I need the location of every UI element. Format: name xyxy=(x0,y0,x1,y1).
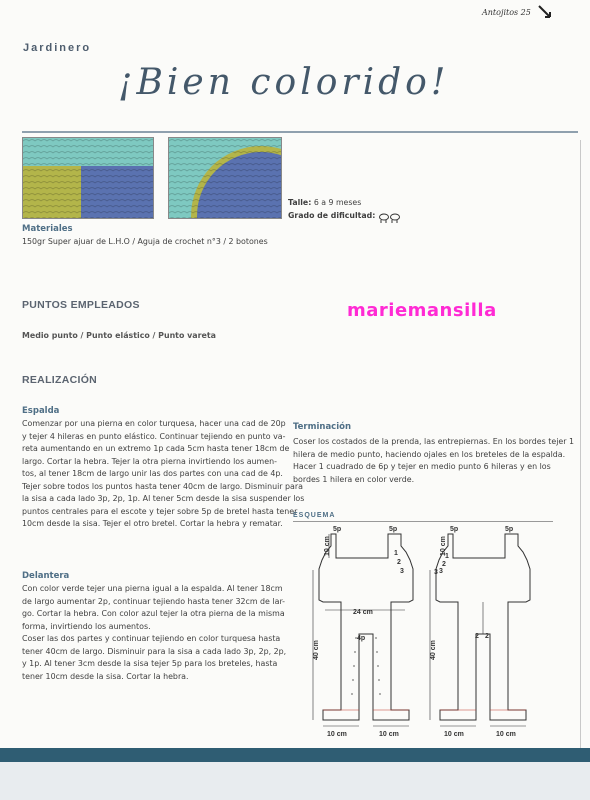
header-rule xyxy=(22,131,578,133)
back-strap-height-label: 10 cm xyxy=(324,536,331,556)
text-line: Coser los costados de la prenda, las entrepiernas. En los bordes tejer 1 xyxy=(293,437,575,446)
espalda-heading: Espalda xyxy=(22,406,60,416)
swatch-photo-2 xyxy=(168,137,282,219)
back-height-label: 40 cm xyxy=(313,640,320,660)
text-line: Hacer 1 cuadrado de 6p y tejer en medio punto 6 hileras y en los xyxy=(293,462,551,471)
front-dec-3: 3 xyxy=(439,568,443,575)
text-line: largo. Cortar la hebra. Tejer la otra pierna invirtiendo los aumen- xyxy=(22,456,277,466)
text-line: Comenzar por una pierna en color turquesa, hacer una cad de 20p xyxy=(22,419,286,428)
front-strap-left-label: 5p xyxy=(450,526,459,533)
text-line: reta aumentando en un extremo 1p cada 5cm hasta tener 18cm de xyxy=(22,444,290,453)
stitches-heading: PUNTOS EMPLEADOS xyxy=(22,299,140,311)
corner-arrow-icon xyxy=(538,4,552,18)
watermark: mariemansilla xyxy=(347,300,497,321)
bottom-band xyxy=(0,748,590,762)
difficulty-info xyxy=(288,210,375,223)
signature-text: Antojitos 25 xyxy=(482,8,531,17)
page-signature xyxy=(482,8,531,17)
back-strap-right-label: 5p xyxy=(389,526,398,533)
text-line: Tejer sobre todos los puntos hasta tener 40cm de largo. Disminuir para xyxy=(22,481,303,491)
materials-heading: Materiales xyxy=(22,224,73,234)
size-info xyxy=(288,197,361,210)
front-dec-1: 1 xyxy=(445,553,449,560)
text-line: 10cm desde la sisa. Tejer el otro bretel. Cortar la hebra y rematar. xyxy=(22,519,283,528)
text-line: y tejer 4 hileras en punto elástico. Continuar tejiendo en punto va- xyxy=(22,431,286,441)
front-strap-height-label: 10 cm xyxy=(440,536,447,556)
bottom-band-light xyxy=(0,762,590,800)
finishing-heading: Terminación xyxy=(293,422,352,432)
stitches-text: Medio punto / Punto elástico / Punto vareta xyxy=(22,331,216,340)
text-line: hilera de medio punto, haciendo ojales en los breteles de la espalda. xyxy=(293,449,566,459)
front-leg-right-label: 10 cm xyxy=(496,731,516,738)
text-line: bordes 1 hilera en color verde. xyxy=(293,474,415,484)
text-line: tos, al tener 18cm de largo unir las dos partes con una cad de 4p. xyxy=(22,469,283,478)
front-dec-2: 2 xyxy=(442,561,446,568)
materials-text: 150gr Super ajuar de L.H.O / Aguja de crochet n°3 / 2 botones xyxy=(22,237,268,246)
front-dec-4: 3 xyxy=(434,569,438,576)
back-dec-3: 3 xyxy=(400,568,404,575)
text-line: go. Cortar la hebra. Con color azul tejer la otra pierna de la misma xyxy=(22,609,285,618)
right-gutter-line xyxy=(580,140,581,750)
back-crotch-label: 4p xyxy=(357,635,366,642)
front-leg-left-label: 10 cm xyxy=(444,731,464,738)
schema-heading: ESQUEMA xyxy=(293,512,336,519)
front-strap-right-label: 5p xyxy=(505,526,514,533)
realization-heading: REALIZACIÓN xyxy=(22,374,98,386)
size-label: Talle: xyxy=(288,198,312,207)
finishing-text xyxy=(293,436,573,486)
back-strap-left-label: 5p xyxy=(333,526,342,533)
back-leg-left-label: 10 cm xyxy=(327,731,347,738)
delantera-heading: Delantera xyxy=(22,571,70,581)
espalda-text xyxy=(22,418,305,531)
sheep-icon xyxy=(378,209,402,221)
text-line: y 1p. Al tener 3cm desde la sisa tejer 5p para los breteles, hasta xyxy=(22,659,278,668)
schema-diagram xyxy=(293,522,555,744)
back-dec-2: 2 xyxy=(397,559,401,566)
size-value: 6 a 9 meses xyxy=(313,198,362,207)
back-width-label: 24 cm xyxy=(353,609,373,616)
swatch-photo-1 xyxy=(22,137,154,219)
text-line: de largo aumentar 2p, continuar tejiendo hasta tener 32cm de lar- xyxy=(22,596,286,606)
text-line: Coser las dos partes y continuar tejiendo en color turquesa hasta xyxy=(22,634,281,643)
text-line: tener 40cm de largo. Disminuir para la sisa a cada lado 3p, 2p, 2p, xyxy=(22,646,287,656)
front-inc-right: 2 xyxy=(485,633,489,640)
back-leg-right-label: 10 cm xyxy=(379,731,399,738)
delantera-text xyxy=(22,583,287,683)
back-dec-1: 1 xyxy=(394,550,398,557)
difficulty-label: Grado de dificultad: xyxy=(288,211,376,220)
text-line: tener 10cm desde la sisa. Cortar la hebra. xyxy=(22,671,189,681)
front-inc-left: 2 xyxy=(475,633,479,640)
page-title: ¡Bien colorido! xyxy=(118,62,450,103)
text-line: puntos centrales para el escote y tejer sobre 5p de bretel hasta tener xyxy=(22,506,298,516)
text-line: Con color verde tejer una pierna igual a la espalda. Al tener 18cm xyxy=(22,584,283,593)
section-label: Jardinero xyxy=(23,42,92,54)
front-height-label: 40 cm xyxy=(430,640,437,660)
text-line: forma, invirtiendo los aumentos. xyxy=(22,621,151,631)
text-line: la sisa a cada lado 3p, 2p, 1p. Al tener 5cm desde la sisa suspender los xyxy=(22,494,305,503)
